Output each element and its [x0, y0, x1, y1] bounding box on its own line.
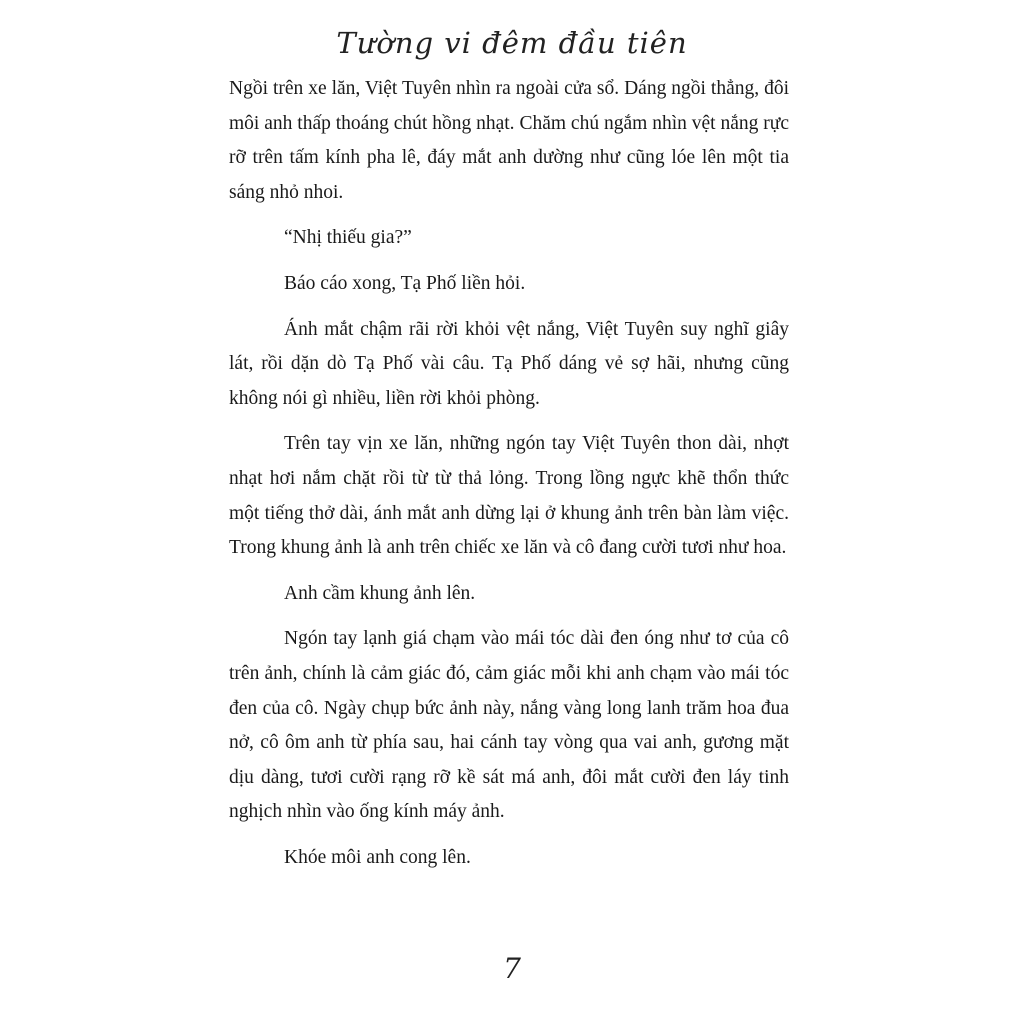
paragraph: “Nhị thiếu gia?”	[284, 227, 412, 249]
paragraph: Khóe môi anh cong lên.	[284, 846, 471, 868]
running-header-title: Tường vi đêm đầu tiên	[336, 26, 688, 60]
chapter-body	[229, 72, 789, 886]
paragraph: Ngón tay lạnh giá chạm vào mái tóc dài đen óng như tơ của cô trên ảnh, chính là cảm giác đó, cảm giác mỗi khi anh chạm vào mái tóc đen của cô. Ngày chụp bức ảnh này, nắng vàng long lanh trăm hoa đua nở, cô ôm anh từ phía sau, hai cánh tay vòng qua vai anh, gương mặt dịu dàng, tươi cười rạng rỡ kề sát má anh, đôi mắt cười đen láy tinh nghịch nhìn vào ống kính máy ảnh.	[229, 628, 789, 823]
paragraph: Anh cầm khung ảnh lên.	[284, 582, 476, 604]
paragraph: Trên tay vịn xe lăn, những ngón tay Việt Tuyên thon dài, nhợt nhạt hơi nắm chặt rồi từ từ thả lỏng. Trong lồng ngực khẽ thổn thức một tiếng thở dài, ánh mắt anh dừng lại ở khung ảnh trên bàn làm việc. Trong khung ảnh là anh trên chiếc xe lăn và cô đang cười tươi như hoa.	[229, 433, 789, 559]
paragraph: Ánh mắt chậm rãi rời khỏi vệt nắng, Việt Tuyên suy nghĩ giây lát, rồi dặn dò Tạ Phố vài câu. Tạ Phố dáng vẻ sợ hãi, nhưng cũng không nói gì nhiều, liền rời khỏi phòng.	[229, 318, 789, 409]
paragraph: Ngồi trên xe lăn, Việt Tuyên nhìn ra ngoài cửa sổ. Dáng ngồi thẳng, đôi môi anh thấp thoáng chút hồng nhạt. Chăm chú ngắm nhìn vệt nắng rực rỡ trên tấm kính pha lê, đáy mắt anh dường như cũng lóe lên một tia sáng nhỏ nhoi.	[229, 78, 789, 203]
paragraph: Báo cáo xong, Tạ Phố liền hỏi.	[284, 272, 526, 294]
page-number: 7	[503, 952, 521, 985]
